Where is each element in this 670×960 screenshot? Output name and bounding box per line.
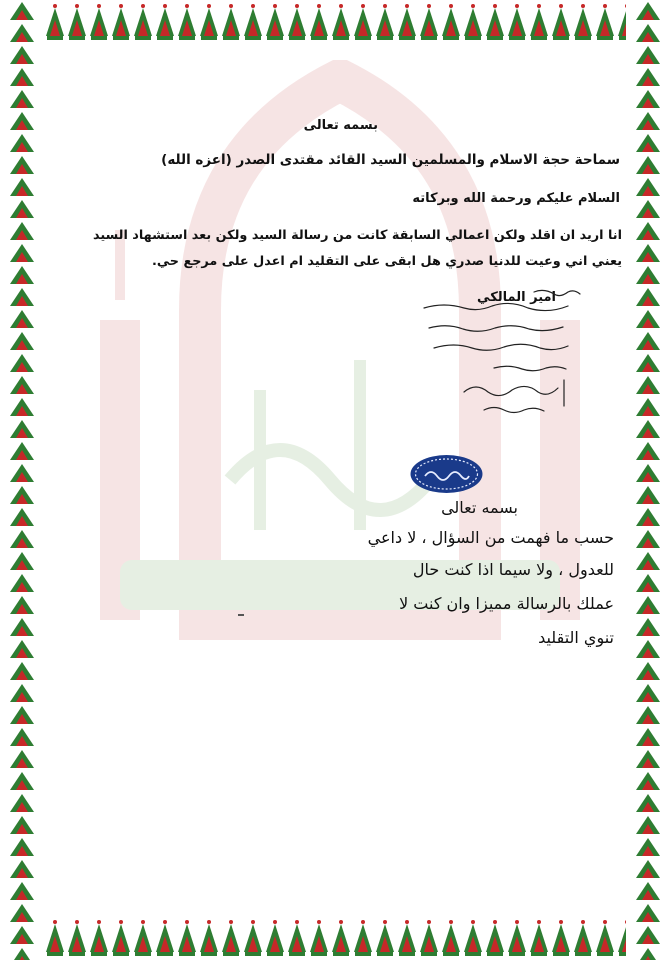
reply-line-4: تنوي التقليد	[538, 628, 614, 647]
letter-question-line-2: يعني اني وعيت للدنيا صدري هل ابقى على التقليد ام اعدل على مرجع حي.	[151, 254, 622, 269]
seal-stamp	[409, 454, 484, 494]
ornamental-border-right	[626, 0, 670, 960]
letter-bismillah: بسمه تعالى	[303, 118, 378, 133]
ornamental-border-bottom	[0, 916, 670, 960]
letter-addressee: سماحة حجة الاسلام والمسلمين السيد القائد مقتدى الصدر (اعزه الله)	[161, 152, 620, 168]
ink-mark	[238, 614, 244, 616]
reply-bismillah: بسمه تعالى	[441, 498, 518, 517]
letter-body	[44, 44, 626, 916]
ornamental-border-left	[0, 0, 44, 960]
letter-question-line-1: انا اريد ان اقلد ولكن اعمالي السابقة كانت من رسالة السيد ولكن بعد استشهاد السيد	[93, 228, 622, 243]
letter-greeting: السلام عليكم ورحمة الله وبركاته	[412, 191, 620, 206]
ornamental-border-top	[0, 0, 670, 44]
handwritten-reply	[404, 284, 594, 434]
letter-sender-name: امير المالكي	[477, 290, 556, 305]
reply-line-3: عملك بالرسالة مميزا وان كنت لا	[399, 594, 614, 613]
reply-line-1: حسب ما فهمت من السؤال ، لا داعي	[367, 528, 614, 547]
reply-line-2: للعدول ، ولا سيما اذا كنت حال	[412, 560, 614, 579]
